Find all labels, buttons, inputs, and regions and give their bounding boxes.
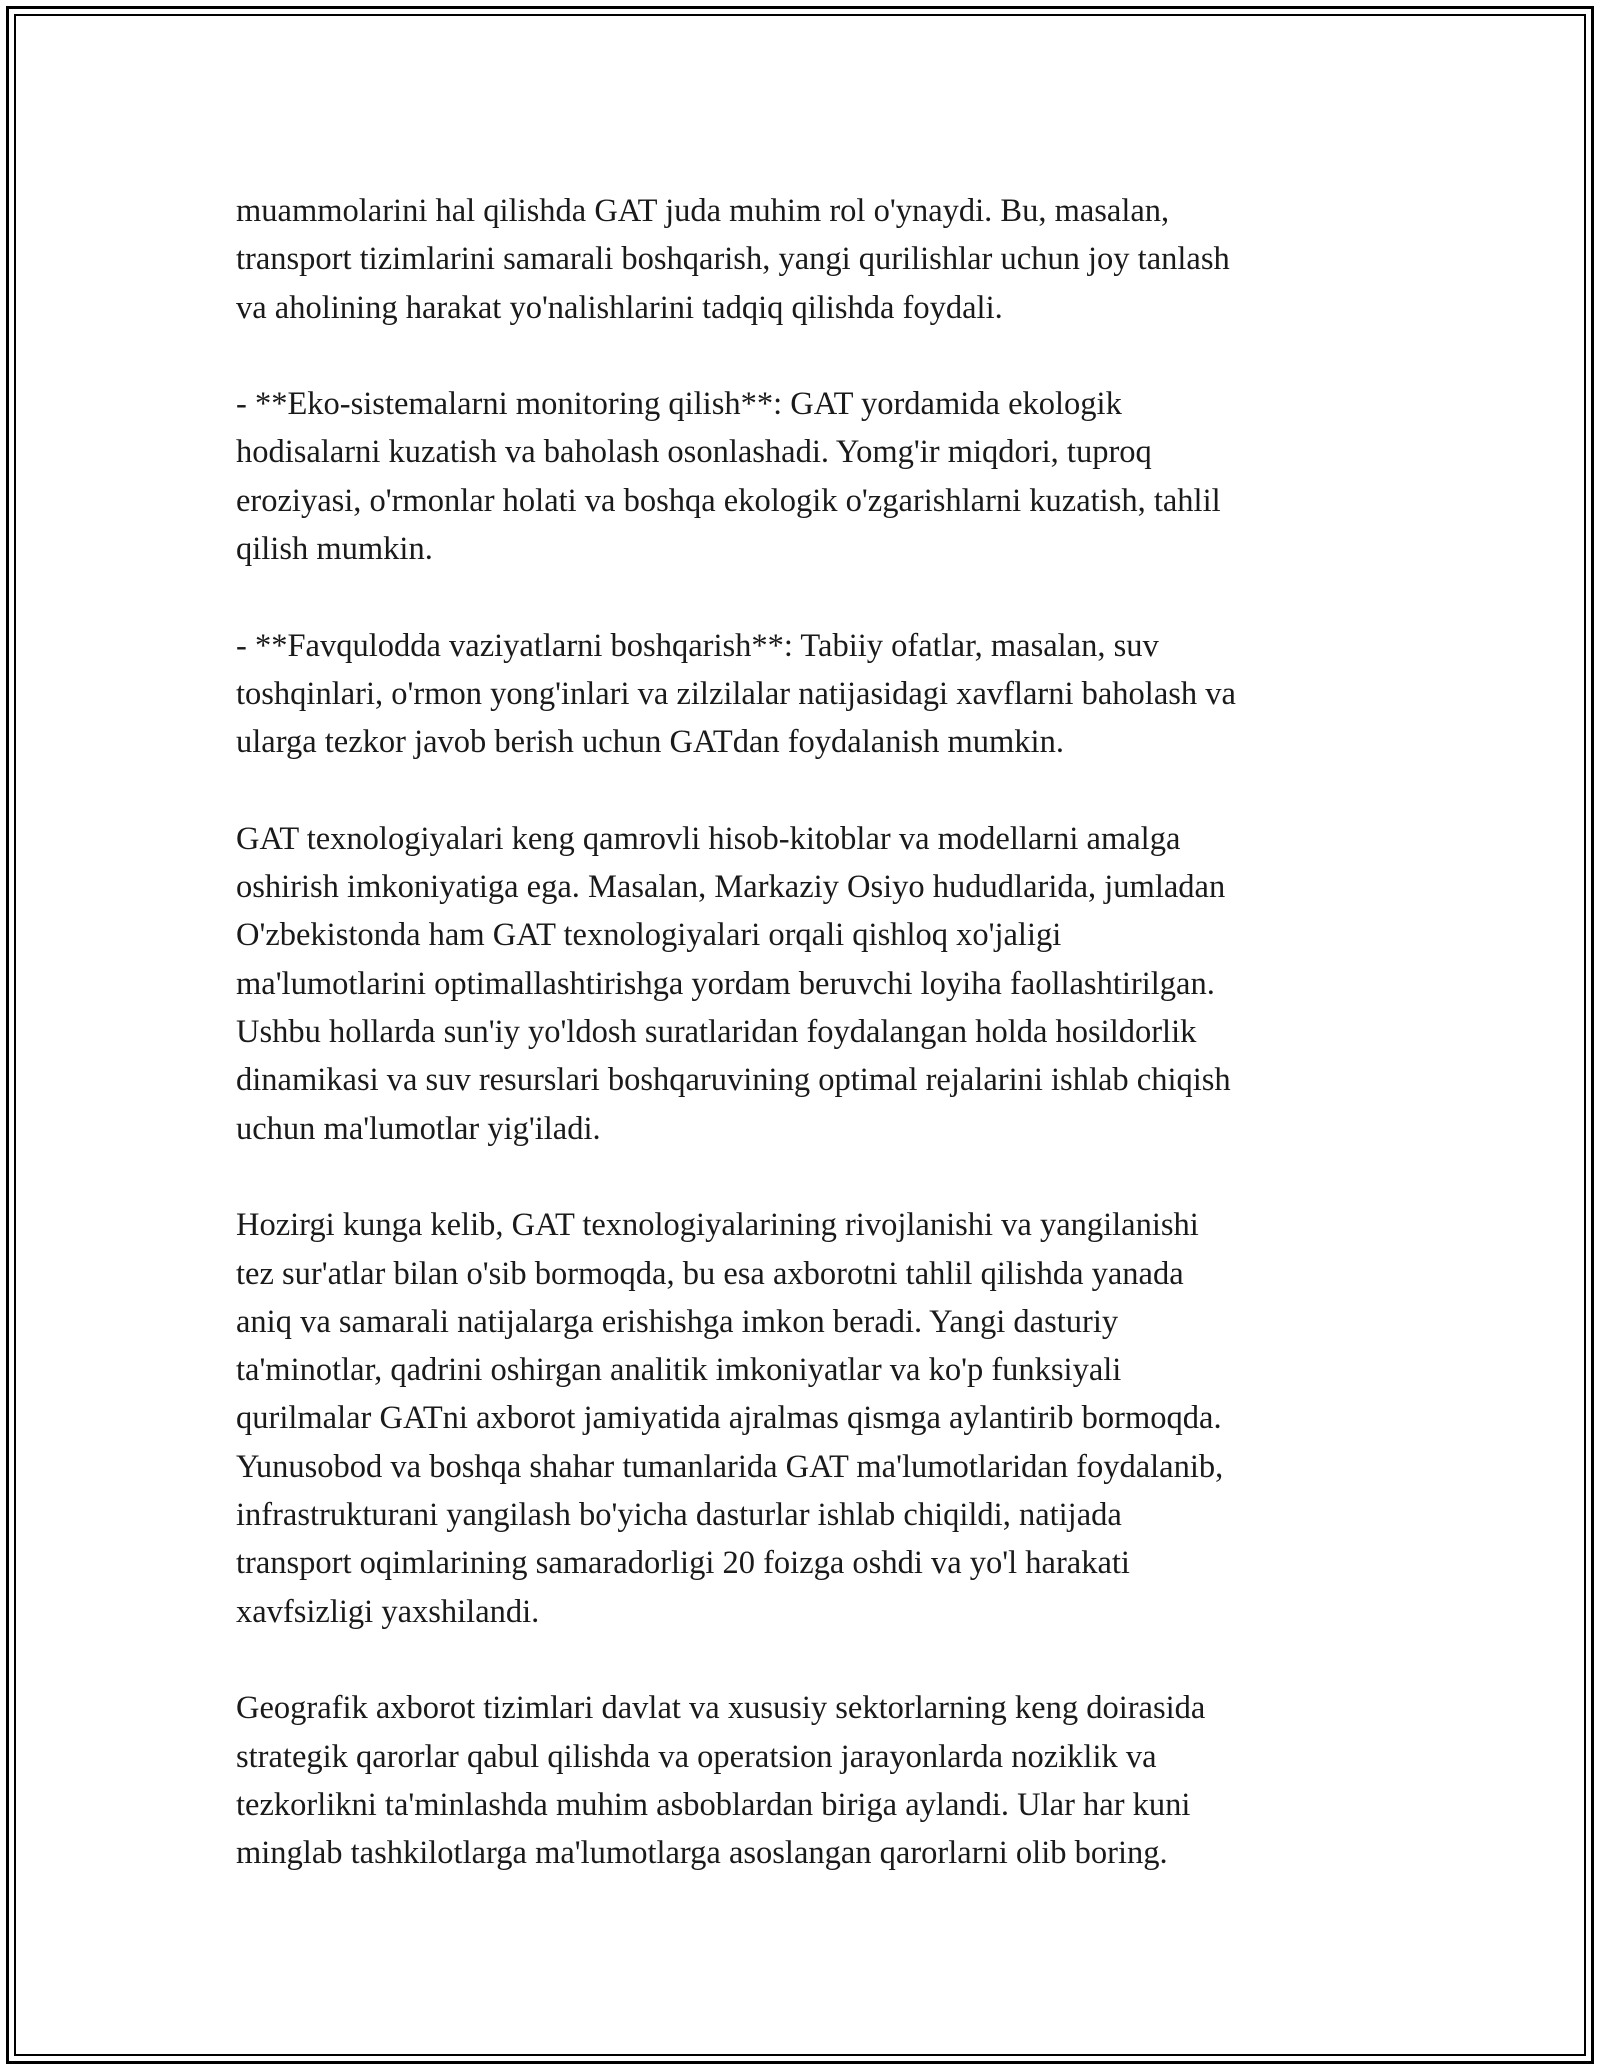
text-line: ma'lumotlarini optimallashtirishga yordam beruvchi loyiha faollashtirilgan. (236, 965, 1215, 1002)
text-line: hodisalarni kuzatish va baholash osonlashadi. Yomg'ir miqdori, tuproq (236, 434, 1152, 471)
paragraph-gat-technologies (236, 815, 1386, 1153)
paragraph-eco-monitoring (236, 380, 1386, 573)
text-line: Yunusobod va boshqa shahar tumanlarida GAT ma'lumotlaridan foydalanib, (236, 1448, 1224, 1485)
text-line: tez sur'atlar bilan o'sib bormoqda, bu esa axborotni tahlil qilishda yanada (236, 1255, 1184, 1292)
paragraph-gat-development (236, 1201, 1386, 1636)
text-line: uchun ma'lumotlar yig'iladi. (236, 1110, 601, 1147)
text-line: ta'minotlar, qadrini oshirgan analitik imkoniyatlar va ko'p funksiyali (236, 1352, 1122, 1389)
paragraph-emergency-management (236, 622, 1386, 767)
text-line: ularga tezkor javob berish uchun GATdan foydalanish mumkin. (236, 724, 1064, 761)
text-line: infrastrukturani yangilash bo'yicha dasturlar ishlab chiqildi, natijada (236, 1497, 1122, 1534)
text-line: tezkorlikni ta'minlashda muhim asboblardan biriga aylandi. Ular har kuni (236, 1786, 1191, 1823)
text-line: transport tizimlarini samarali boshqarish, yangi qurilishlar uchun joy tanlash (236, 241, 1230, 278)
text-line: dinamikasi va suv resurslari boshqaruvining optimal rejalarini ishlab chiqish (236, 1062, 1231, 1099)
text-line: - **Favqulodda vaziyatlarni boshqarish**: Tabiiy ofatlar, masalan, suv (236, 627, 1159, 664)
text-line: transport oqimlarining samaradorligi 20 foizga oshdi va yo'l harakati (236, 1545, 1130, 1582)
text-line: minglab tashkilotlarga ma'lumotlarga asoslangan qarorlarni olib boring. (236, 1835, 1168, 1872)
text-line: aniq va samarali natijalarga erishishga imkon beradi. Yangi dasturiy (236, 1303, 1119, 1340)
text-line: toshqinlari, o'rmon yong'inlari va zilzilalar natijasidagi xavflarni baholash va (236, 675, 1236, 712)
text-line: oshirish imkoniyatiga ega. Masalan, Markaziy Osiyo hududlarida, jumladan (236, 869, 1226, 906)
text-line: muammolarini hal qilishda GAT juda muhim rol o'ynaydi. Bu, masalan, (236, 193, 1170, 229)
text-line: Hozirgi kunga kelib, GAT texnologiyalarining rivojlanishi va yangilanishi (236, 1207, 1199, 1244)
text-line: xavfsizligi yaxshilandi. (236, 1593, 540, 1630)
text-line: eroziyasi, o'rmonlar holati va boshqa ekologik o'zgarishlarni kuzatish, tahlil (236, 482, 1221, 519)
text-line: qurilmalar GATni axborot jamiyatida ajralmas qismga aylantirib bormoqda. (236, 1400, 1222, 1437)
text-line: qilish mumkin. (236, 531, 433, 568)
paragraph-conclusion (236, 1684, 1386, 1877)
text-line: va aholining harakat yo'nalishlarini tadqiq qilishda foydali. (236, 289, 1003, 326)
text-line: Geografik axborot tizimlari davlat va xususiy sektorlarning keng doirasida (236, 1690, 1206, 1727)
text-line: GAT texnologiyalari keng qamrovli hisob-kitoblar va modellarni amalga (236, 820, 1181, 857)
text-line: O'zbekistonda ham GAT texnologiyalari orqali qishloq xo'jaligi (236, 917, 1062, 954)
text-line: Ushbu hollarda sun'iy yo'ldosh suratlaridan foydalangan holda hosildorlik (236, 1014, 1197, 1051)
text-line: strategik qarorlar qabul qilishda va operatsion jarayonlarda noziklik va (236, 1738, 1157, 1775)
text-line: - **Eko-sistemalarni monitoring qilish**: GAT yordamida ekologik (236, 386, 1122, 423)
document-body (236, 187, 1386, 1926)
paragraph-urban-planning (236, 187, 1386, 332)
